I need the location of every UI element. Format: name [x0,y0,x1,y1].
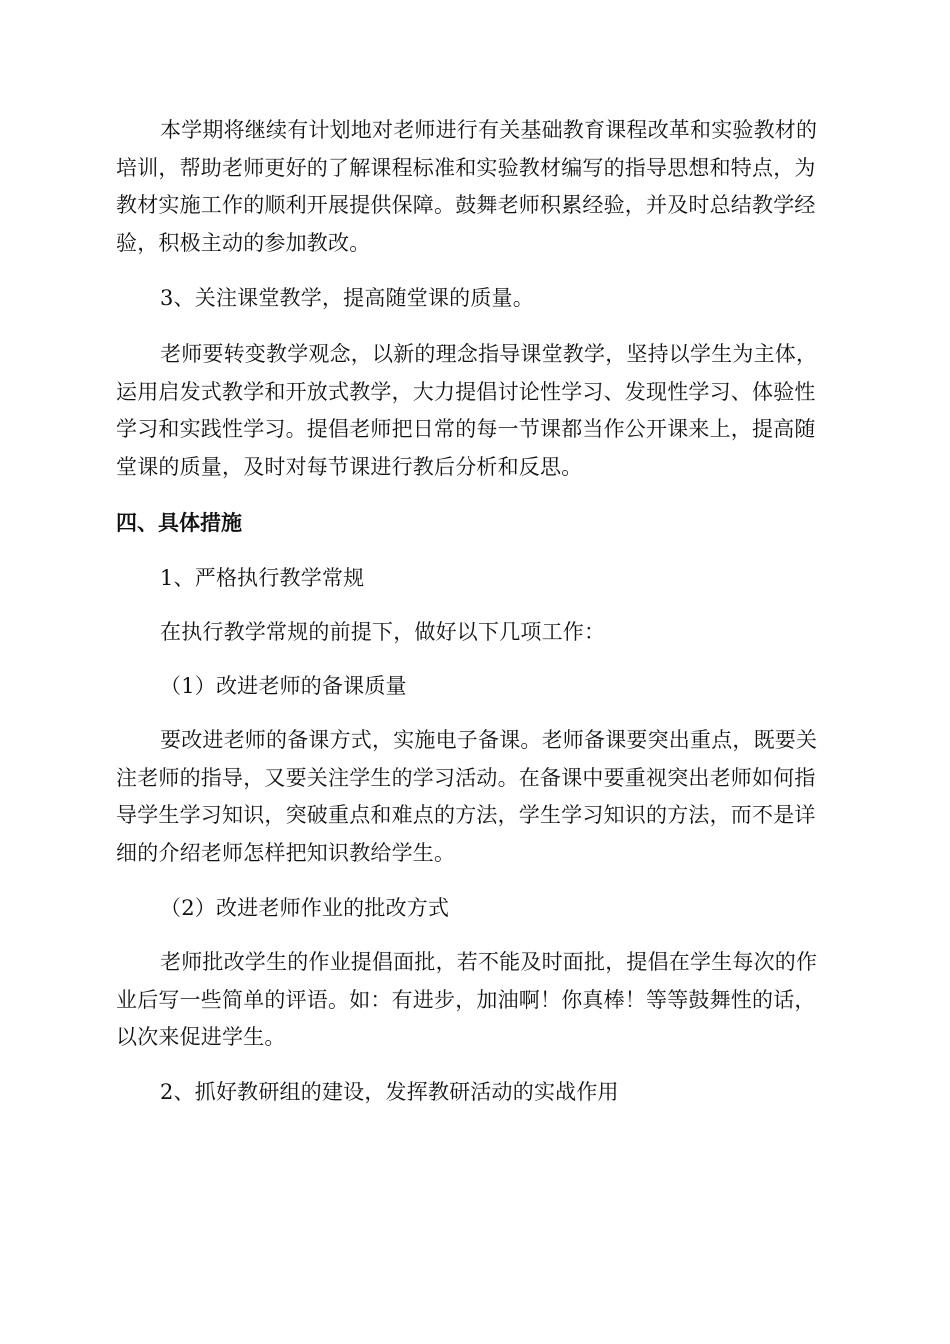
subitem-1-lesson-prep: （1）改进老师的备课质量 [160,674,407,698]
paragraph-teacher-training: 本学期将继续有计划地对老师进行有关基础教育课程改革和实验教材的培训，帮助老师更好的了解课程标准和实验教材编写的指导思想和特点，为教材实施工作的顺利开展提供保障。鼓舞老师积累经验，并及时总结教学经验，积极主动的参加教改。 [116,118,818,255]
paragraph-homework-marking: 老师批改学生的作业提倡面批，若不能及时面批，提倡在学生每次的作业后写一些简单的评语。如：有进步，加油啊！你真棒！等等鼓舞性的话，以次来促进学生。 [116,950,818,1049]
paragraph-premise: 在执行教学常规的前提下，做好以下几项工作： [160,620,606,644]
item-2-research-group: 2、抓好教研组的建设，发挥教研活动的实战作用 [160,1080,619,1104]
paragraph-lesson-prep: 要改进老师的备课方式，实施电子备课。老师备课要突出重点，既要关注老师的指导，又要关注学生的学习活动。在备课中要重视突出老师如何指导学生学习知识，突破重点和难点的方法，学生学习知识的方法，而不是详细的介绍老师怎样把知识教给学生。 [116,728,818,865]
item-1-teaching-routine: 1、严格执行教学常规 [160,566,365,590]
section-heading-measures: 四、具体措施 [116,510,242,535]
paragraph-teaching-concept: 老师要转变教学观念，以新的理念指导课堂教学，坚持以学生为主体，运用启发式教学和开放式教学，大力提倡讨论性学习、发现性学习、体验性学习和实践性学习。提倡老师把日常的每一节课都当作公开课来上，提高随堂课的质量，及时对每节课进行教后分析和反思。 [116,342,818,479]
item-3-classroom-teaching: 3、关注课堂教学，提高随堂课的质量。 [160,286,534,310]
subitem-2-homework-marking: （2）改进老师作业的批改方式 [160,896,450,920]
